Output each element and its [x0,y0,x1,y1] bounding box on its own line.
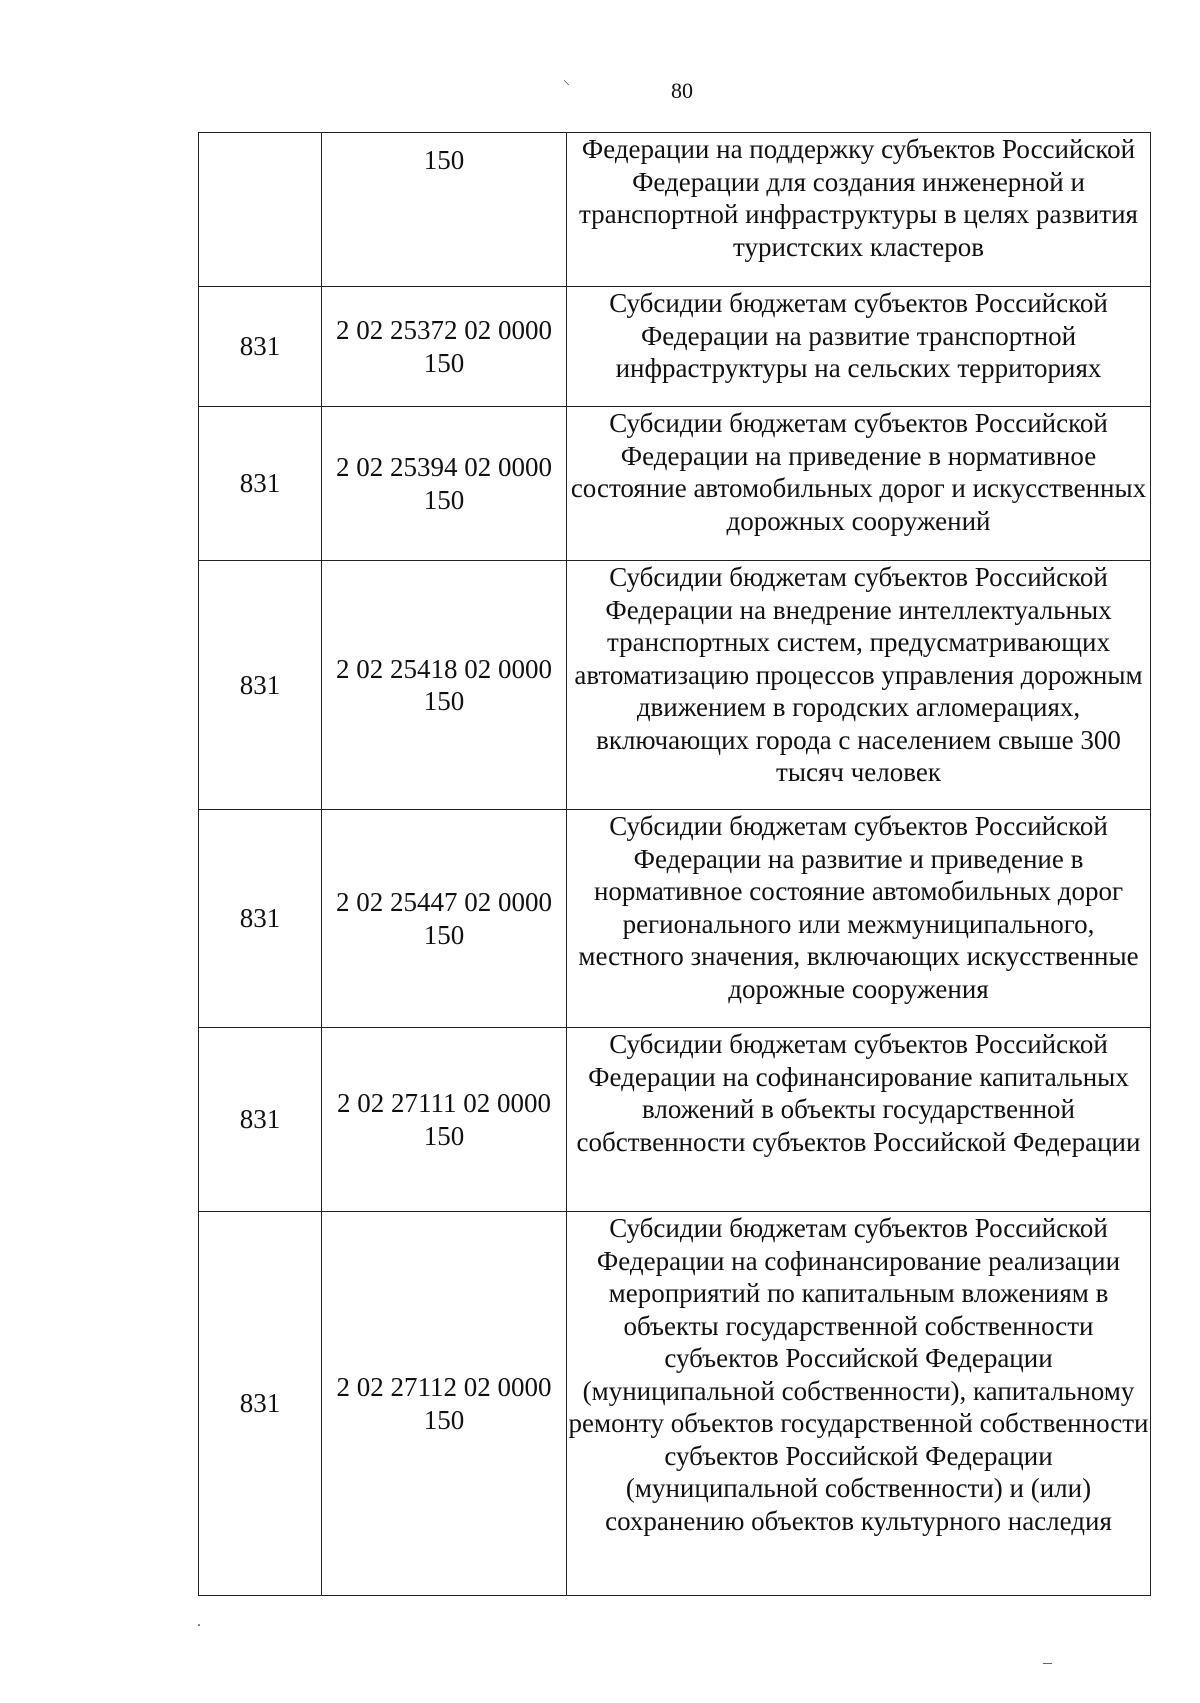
admin-code-cell: 831 [199,407,322,561]
table-row [199,810,1151,1028]
revenue-name-cell: Федерации на поддержку субъектов Российской Федерации для создания инженерной и транспортной инфраструктуры в целях развития туристских кластеров [567,133,1151,287]
revenue-code-line: 150 [423,1120,465,1151]
admin-code-cell: 831 [199,810,322,1028]
revenue-name-cell: Субсидии бюджетам субъектов Российской Федерации на приведение в нормативное состояние автомобильных дорог и искусственных дорожных сооружений [567,407,1151,561]
table-row [199,287,1151,407]
revenue-code-cell [322,1212,567,1596]
revenue-code-line: 150 [423,145,465,175]
revenue-code-cell [322,561,567,810]
revenue-code-line: 2 02 25372 02 0000 [336,315,552,345]
revenue-name-cell: Субсидии бюджетам субъектов Российской Федерации на софинансирование реализации мероприятий по капитальным вложениям в объекты государственной собственности субъектов Российской Федерации (муниципальной собственности), капитальному ремонту объектов государственной собственности субъектов Российской Федерации (муниципальной собственности) и (или) сохранению объектов культурного наследия [567,1212,1151,1596]
revenue-name-cell: Субсидии бюджетам субъектов Российской Федерации на софинансирование капитальных вложений в объекты государственной собственности субъектов Российской Федерации [567,1028,1151,1212]
revenue-code-line: 150 [423,484,465,515]
revenue-name-cell: Субсидии бюджетам субъектов Российской Федерации на развитие и приведение в нормативное состояние автомобильных дорог регионального или межмуниципального, местного значения, включающих искусственные дорожные сооружения [567,810,1151,1028]
admin-code-cell: 831 [199,561,322,810]
scan-artifact: ˙ [196,1620,202,1640]
table-row [199,561,1151,810]
revenue-code-line: 150 [423,686,465,716]
table-row [199,407,1151,561]
revenue-code-line: 150 [423,919,465,950]
revenue-name-cell: Субсидии бюджетам субъектов Российской Федерации на развитие транспортной инфраструктуры на сельских территориях [567,287,1151,407]
table-row [199,133,1151,287]
revenue-code-line: 2 02 25447 02 0000 [336,887,552,917]
budget-classification-table [198,132,1151,1596]
admin-code-cell [199,133,322,287]
revenue-name-cell: Субсидии бюджетам субъектов Российской Федерации на внедрение интеллектуальных транспортных систем, предусматривающих автоматизацию процессов управления дорожным движением в городских агломерациях, включающих города с населением свыше 300 тысяч человек [567,561,1151,810]
revenue-code-cell [322,133,567,287]
revenue-code-cell [322,407,567,561]
page-number: 80 [671,78,693,103]
revenue-code-line: 150 [423,347,465,378]
revenue-code-line: 2 02 25418 02 0000 [336,653,552,684]
table-row [199,1212,1151,1596]
revenue-code-cell [322,1028,567,1212]
revenue-code-line: 2 02 27111 02 0000 [337,1088,551,1118]
table-row [199,1028,1151,1212]
admin-code-cell: 831 [199,1212,322,1596]
revenue-code-line: 2 02 27112 02 0000 [336,1372,552,1402]
revenue-code-cell [322,810,567,1028]
scan-artifact: ‒ [1043,1652,1052,1672]
scan-artifact: ⸌ [563,79,570,94]
admin-code-cell: 831 [199,1028,322,1212]
revenue-code-line: 2 02 25394 02 0000 [336,452,552,482]
revenue-code-cell [322,287,567,407]
revenue-code-line: 150 [423,1404,465,1435]
admin-code-cell: 831 [199,287,322,407]
